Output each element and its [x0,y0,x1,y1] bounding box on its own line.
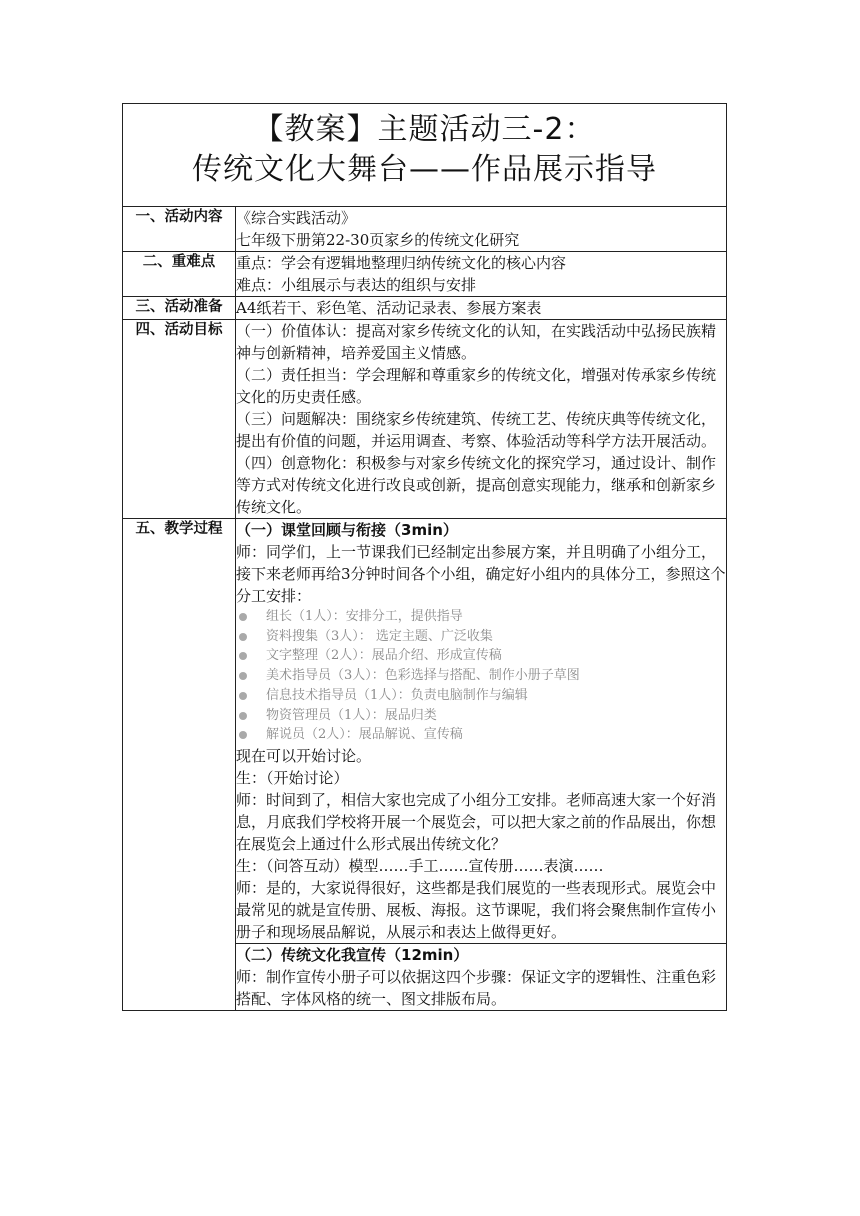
bullet-icon [239,731,247,739]
label-process: 五、教学过程 [123,519,236,1011]
cell-process-part2 [236,943,727,1010]
process-part1-after-2: 生：（开始讨论） [236,768,349,787]
bullet-icon [239,672,247,680]
cell-keypoints [236,252,727,297]
list-item: 美术指导员（3人）：色彩选择与搭配、制作小册子草图 [236,666,726,686]
label-keypoints: 二、重难点 [123,252,236,297]
bullet-icon [239,633,247,641]
row-goals [123,320,727,519]
process-part1-after-4: 生：（问答互动）模型……手工……宣传册……表演…… [236,856,604,875]
keypoint-line-1: 重点：学会有逻辑地整理归纳传统文化的核心内容 [236,254,567,272]
content-line-1: 《综合实践活动》 [236,209,357,227]
list-item: 解说员（2人）：展品解说、宣传稿 [236,725,726,745]
process-part1-intro: 师：同学们，上一节课我们已经制定出参展方案，并且明确了小组分工，接下来老师再给3分钟时间各个小组，确定好小组内的具体分工，参照这个分工安排： [236,543,726,605]
label-content: 一、活动内容 [123,207,236,252]
list-item: 组长（1人）：安排分工，提供指导 [236,607,726,627]
process-part1-after-5: 师：是的，大家说得很好，这些都是我们展览的一些表现形式。展览会中最常见的就是宣传册、展板、海报。这节课呢，我们将会聚焦制作宣传小册子和现场展品解说，从展示和表达上做得更好。 [236,878,717,941]
process-part1-after-1: 现在可以开始讨论。 [236,746,372,765]
goal-paragraph-3: （三）问题解决：围绕家乡传统建筑、传统工艺、传统庆典等传统文化，提出有价值的问题，并运用调查、考察、体验活动等科学方法开展活动。 [236,410,717,450]
title-cell [123,104,727,207]
cell-content [236,207,727,252]
cell-process-part1 [236,519,727,944]
row-preparation [123,297,727,320]
list-item: 文字整理（2人）：展品介绍、形成宣传稿 [236,646,726,666]
bullet-icon [239,652,247,660]
process-part1-after-3: 师：时间到了，相信大家也完成了小组分工安排。老师高速大家一个好消息，月底我们学校将开展一个展览会，可以把大家之前的作品展出，你想在展览会上通过什么形式展出传统文化？ [236,790,717,853]
bullet-icon [239,712,247,720]
title-line-1: 【教案】主题活动三-2： [253,112,596,147]
bullet-icon [239,692,247,700]
bullet-icon [239,613,247,621]
row-process-1 [123,519,727,944]
process-part2-heading: （二）传统文化我宣传（12min） [236,945,469,964]
row-content [123,207,727,252]
process-part1-heading: （一）课堂回顾与衔接（3min） [236,521,458,539]
label-preparation: 三、活动准备 [123,297,236,320]
label-goals: 四、活动目标 [123,320,236,519]
list-item: 信息技术指导员（1人）：负责电脑制作与编辑 [236,686,726,706]
goal-paragraph-1: （一）价值体认：提高对家乡传统文化的认知，在实践活动中弘扬民族精神与创新精神，培养爱国主义情感。 [236,322,717,362]
row-keypoints [123,252,727,297]
content-line-2: 七年级下册第22-30页家乡的传统文化研究 [236,231,520,249]
cell-preparation [236,297,727,320]
title-row [123,104,727,207]
keypoint-line-2: 难点：小组展示与表达的组织与安排 [236,276,477,294]
list-item: 资料搜集（3人）： 选定主题、广泛收集 [236,627,726,647]
goal-paragraph-2: （二）责任担当：学会理解和尊重家乡的传统文化，增强对传承家乡传统文化的历史责任感。 [236,366,717,406]
role-list [236,607,726,745]
list-item: 物资管理员（1人）：展品归类 [236,706,726,726]
lesson-plan-table [122,103,727,1011]
process-part2-intro: 师：制作宣传小册子可以依据这四个步骤：保证文字的逻辑性、注重色彩搭配、字体风格的统一、图文排版布局。 [236,967,717,1008]
title-line-2: 传统文化大舞台——作品展示指导 [192,152,657,187]
goal-paragraph-4: （四）创意物化：积极参与对家乡传统文化的探究学习，通过设计、制作等方式对传统文化进行改良或创新，提高创意实现能力，继承和创新家乡传统文化。 [236,454,717,516]
cell-goals [236,320,727,519]
preparation-line: A4纸若干、彩色笔、活动记录表、参展方案表 [236,299,542,317]
